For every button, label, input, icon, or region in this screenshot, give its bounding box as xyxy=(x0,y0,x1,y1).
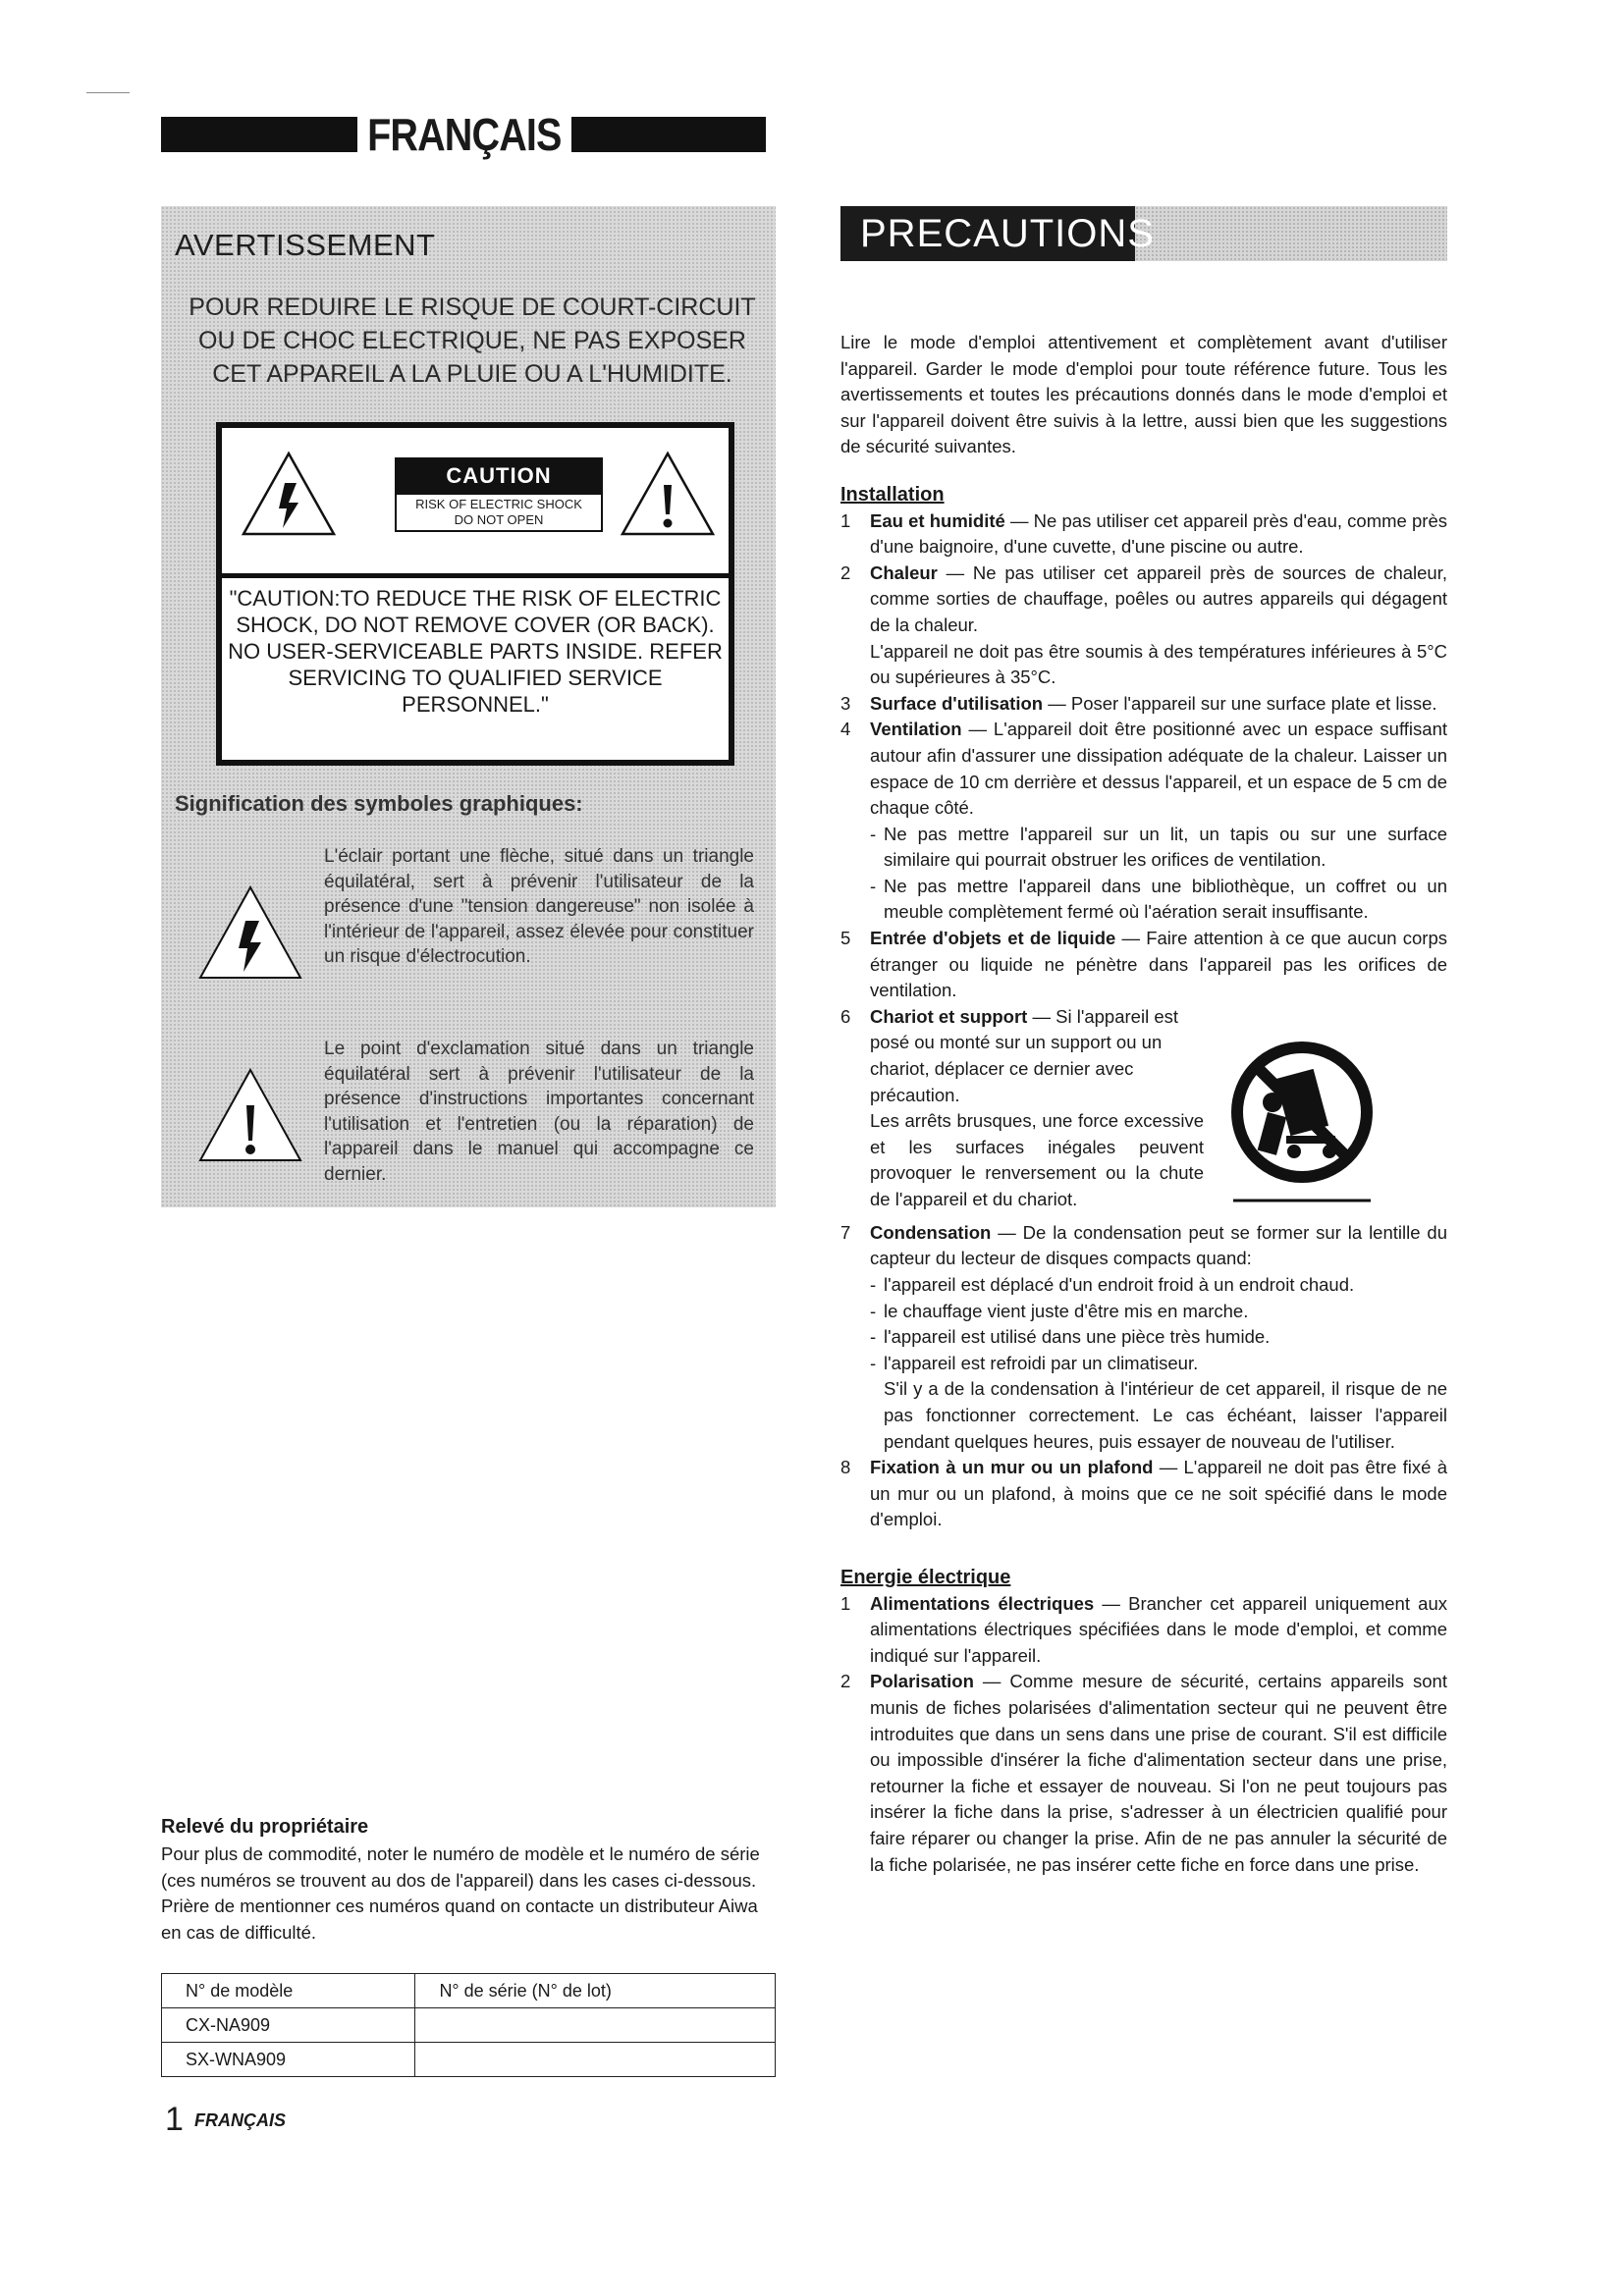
item-text: — L'appareil doit être positionné avec un espace suffisant autour afin d'assurer une dissipation adéquate de la chaleur. Laisser un espace de 10 cm derrière et dessus l'appareil, et un espace de 5 cm de chaque côté. xyxy=(870,719,1447,819)
dash-item: - le chauffage vient juste d'être mis en marche. xyxy=(840,1299,1447,1325)
table-row xyxy=(162,1974,776,2008)
dash-item: - l'appareil est déplacé d'un endroit froid à un endroit chaud. xyxy=(840,1272,1447,1299)
item-body xyxy=(870,1455,1447,1533)
top-rule xyxy=(86,92,130,93)
item-body xyxy=(870,691,1447,718)
item-text: — Si l'appareil est posé ou monté sur un support ou un chariot, déplacer ce dernier avec précaution. xyxy=(870,1005,1178,1105)
item-text: — Faire attention à ce que aucun corps étranger ou liquide ne pénètre dans l'appareil pas les orifices de ventilation. xyxy=(870,928,1447,1001)
item-heading: Chaleur xyxy=(870,561,938,583)
item-extra: L'appareil ne doit pas être soumis à des températures inférieures à 5°C ou supérieures à 35°C. xyxy=(870,640,1447,688)
dash-item: - Ne pas mettre l'appareil sur un lit, un tapis ou sur une surface similaire qui pourrait obstruer les orifices de ventilation. xyxy=(840,822,1447,874)
list-item xyxy=(840,561,1447,639)
caution-label-block xyxy=(395,457,603,532)
exclamation-triangle-icon xyxy=(196,1066,304,1164)
item-heading: Fixation à un mur ou un plafond xyxy=(870,1457,1154,1478)
table-cell[interactable] xyxy=(415,2043,776,2077)
caution-top xyxy=(222,428,729,578)
energy-title: Energie électrique xyxy=(840,1566,1011,1588)
list-item xyxy=(840,1591,1447,1670)
caution-sub-line1: RISK OF ELECTRIC SHOCK xyxy=(415,497,582,511)
table-row xyxy=(162,2043,776,2077)
language-title: FRANÇAIS xyxy=(367,109,562,160)
item-number: 3 xyxy=(840,692,851,714)
dash-text: Ne pas mettre l'appareil dans une bibliothèque, un coffret ou un meuble complètement fermé où l'aération serait insuffisante. xyxy=(884,875,1447,923)
dash-item: - l'appareil est utilisé dans une pièce très humide. xyxy=(840,1324,1447,1351)
dash-text: Ne pas mettre l'appareil sur un lit, un tapis ou sur une surface similaire qui pourrait obstruer les orifices de ventilation. xyxy=(884,823,1447,871)
item-body xyxy=(870,1220,1447,1272)
precautions-column xyxy=(840,330,1447,1878)
item-number: 1 xyxy=(840,1592,851,1614)
item-number: 8 xyxy=(840,1457,851,1478)
caution-sub xyxy=(395,495,603,532)
list-item xyxy=(840,926,1447,1004)
cart-section xyxy=(840,1004,1447,1220)
table-cell: CX-NA909 xyxy=(162,2008,415,2043)
list-item xyxy=(840,691,1447,718)
item-body xyxy=(870,561,1447,639)
table-cell[interactable] xyxy=(415,2008,776,2043)
lightning-triangle-icon xyxy=(196,883,304,982)
list-item xyxy=(840,1669,1447,1878)
warning-text: POUR REDUIRE LE RISQUE DE COURT-CIRCUIT OU DE CHOC ELECTRIQUE, NE PAS EXPOSER CET APPAREIL A LA PLUIE OU A L'HUMIDITE. xyxy=(189,294,756,388)
item-body xyxy=(870,1004,1204,1108)
item-heading: Alimentations électriques xyxy=(870,1592,1095,1614)
dash-item: - Ne pas mettre l'appareil dans une bibliothèque, un coffret ou un meuble complètement fermé où l'aération serait insuffisante. xyxy=(840,874,1447,926)
table-header-serial: N° de série (N° de lot) xyxy=(415,1974,776,2008)
item-heading: Chariot et support xyxy=(870,1005,1028,1027)
item-text: — Brancher cet appareil uniquement aux alimentations électriques spécifiées dans le mode d'emploi, et comme indiqué sur l'appareil. xyxy=(870,1592,1447,1666)
cart-tipover-warning-icon xyxy=(1223,1034,1380,1220)
item-text: — De la condensation peut se former sur la lentille du capteur du lecteur de disques compacts quand: xyxy=(870,1221,1447,1269)
item-heading: Polarisation xyxy=(870,1671,974,1692)
item-extra: Les arrêts brusques, une force excessive et les surfaces inégales peuvent provoquer le renversement ou la chute de l'appareil et du chariot. xyxy=(870,1110,1204,1209)
warning-title: AVERTISSEMENT xyxy=(175,228,436,262)
dash-text: l'appareil est déplacé d'un endroit froid à un endroit chaud. xyxy=(884,1274,1355,1296)
list-item xyxy=(840,1455,1447,1533)
list-item xyxy=(840,508,1447,561)
header-bar-right xyxy=(571,117,766,152)
dash-item: - l'appareil est refroidi par un climatiseur. xyxy=(840,1351,1447,1377)
item-body xyxy=(870,926,1447,1004)
dash-text: l'appareil est refroidi par un climatiseur. xyxy=(884,1352,1199,1373)
item-body xyxy=(870,1669,1447,1878)
precautions-banner xyxy=(840,206,1447,261)
precautions-title: PRECAUTIONS xyxy=(840,206,1135,261)
item-text: — Ne pas utiliser cet appareil près de sources de chaleur, comme sorties de chauffage, poêles ou autres appareils qui dégagent de la chaleur. xyxy=(870,561,1447,635)
item-heading: Entrée d'objets et de liquide xyxy=(870,928,1116,949)
owner-text: Pour plus de commodité, noter le numéro de modèle et le numéro de série (ces numéros se trouvent au dos de l'appareil) dans les cases ci-dessous. Prière de mentionner ces numéros quand on contacte un distributeur Aiwa en cas de difficulté. xyxy=(161,1843,760,1943)
language-header xyxy=(161,110,776,159)
caution-quote: "CAUTION:TO REDUCE THE RISK OF ELECTRIC SHOCK, DO NOT REMOVE COVER (OR BACK). NO USER-SERVICEABLE PARTS INSIDE. REFER SERVICING TO QUALIFIED SERVICE PERSONNEL." xyxy=(228,586,723,717)
installation-title: Installation xyxy=(840,483,945,506)
list-item xyxy=(840,1004,1204,1108)
header-bar-left xyxy=(161,117,357,152)
exclamation-triangle-icon xyxy=(619,450,717,538)
symbol2-text: Le point d'exclamation situé dans un triangle équilatéral sert à prévenir l'utilisateur de la présence d'instructions importantes concernant l'utilisation et l'entretien (ou la réparation) de l'appareil dans le manuel qui accompagne ce dernier. xyxy=(324,1039,754,1185)
cart-text-block xyxy=(840,1004,1204,1220)
item-number: 6 xyxy=(840,1005,851,1027)
page-language: FRANÇAIS xyxy=(194,2110,286,2130)
item-number: 7 xyxy=(840,1221,851,1243)
table-header-model: N° de modèle xyxy=(162,1974,415,2008)
item-heading: Condensation xyxy=(870,1221,992,1243)
caution-sub-line2: DO NOT OPEN xyxy=(454,512,544,527)
item-text: — Poser l'appareil sur une surface plate et lisse. xyxy=(1043,692,1437,714)
item-extra: S'il y a de la condensation à l'intérieur de cet appareil, il risque de ne pas fonctionner correctement. Le cas échéant, laisser l'appareil pendant quelques heures, puis essayer de nouveau de l'utiliser. xyxy=(884,1378,1447,1452)
item-number: 1 xyxy=(840,509,851,531)
item-number: 2 xyxy=(840,561,851,583)
caution-box xyxy=(216,422,734,766)
symbols-title: Signification des symboles graphiques: xyxy=(175,791,583,816)
item-body xyxy=(870,508,1447,561)
dash-text: le chauffage vient juste d'être mis en marche. xyxy=(884,1300,1249,1321)
caution-label: CAUTION xyxy=(395,457,603,495)
owner-record-table xyxy=(161,1973,776,2077)
dash-text: l'appareil est utilisé dans une pièce très humide. xyxy=(884,1326,1271,1348)
warning-panel xyxy=(161,206,776,1207)
list-item xyxy=(840,1220,1447,1272)
table-row xyxy=(162,2008,776,2043)
item-heading: Eau et humidité xyxy=(870,509,1005,531)
item-body xyxy=(870,1591,1447,1670)
page-number: 1 xyxy=(165,2101,184,2138)
owner-title: Relevé du propriétaire xyxy=(161,1816,369,1838)
list-item xyxy=(840,717,1447,821)
symbol1-text: L'éclair portant une flèche, situé dans un triangle équilatéral, sert à prévenir l'utilisateur de la présence d'une "tension dangereuse" non isolée à l'intérieur de l'appareil, assez élevée pour constituer un risque d'électrocution. xyxy=(324,846,754,967)
item-number: 5 xyxy=(840,928,851,949)
item-text: — Comme mesure de sécurité, certains appareils sont munis de fiches polarisées d'alimentation secteur qui ne peuvent être introduites que dans un sens dans une prise de courant. S'il est difficile ou impossible d'insérer la fiche d'alimentation secteur dans une prise, retourner la fiche et essayer de nouveau. Si l'on ne peut toujours pas insérer la fiche dans la prise, s'adresser à un électricien qualifié pour faire réparer ou changer la prise. Afin de ne pas annuler la sécurité de la fiche polarisée, ne pas insérer cette fiche en force dans une prise. xyxy=(870,1671,1447,1875)
item-heading: Surface d'utilisation xyxy=(870,692,1044,714)
item-text: — Ne pas utiliser cet appareil près d'eau, comme près d'une baignoire, d'une cuvette, d'une piscine ou autre. xyxy=(870,509,1447,558)
item-number: 4 xyxy=(840,719,851,740)
item-heading: Ventilation xyxy=(870,719,962,740)
table-cell: SX-WNA909 xyxy=(162,2043,415,2077)
item-body xyxy=(870,717,1447,821)
item-text: — L'appareil ne doit pas être fixé à un mur ou un plafond, à moins que ce ne soit spécifié dans le mode d'emploi. xyxy=(870,1457,1447,1530)
lightning-triangle-icon xyxy=(240,450,338,538)
item-number: 2 xyxy=(840,1671,851,1692)
precautions-intro: Lire le mode d'emploi attentivement et complètement avant d'utiliser l'appareil. Garder le mode d'emploi pour toute référence future. Tous les avertissements et toutes les précautions donnés dans le mode d'emploi et sur l'appareil doivent être suivis à la lettre, aussi bien que les suggestions de sécurité suivantes. xyxy=(840,332,1447,457)
